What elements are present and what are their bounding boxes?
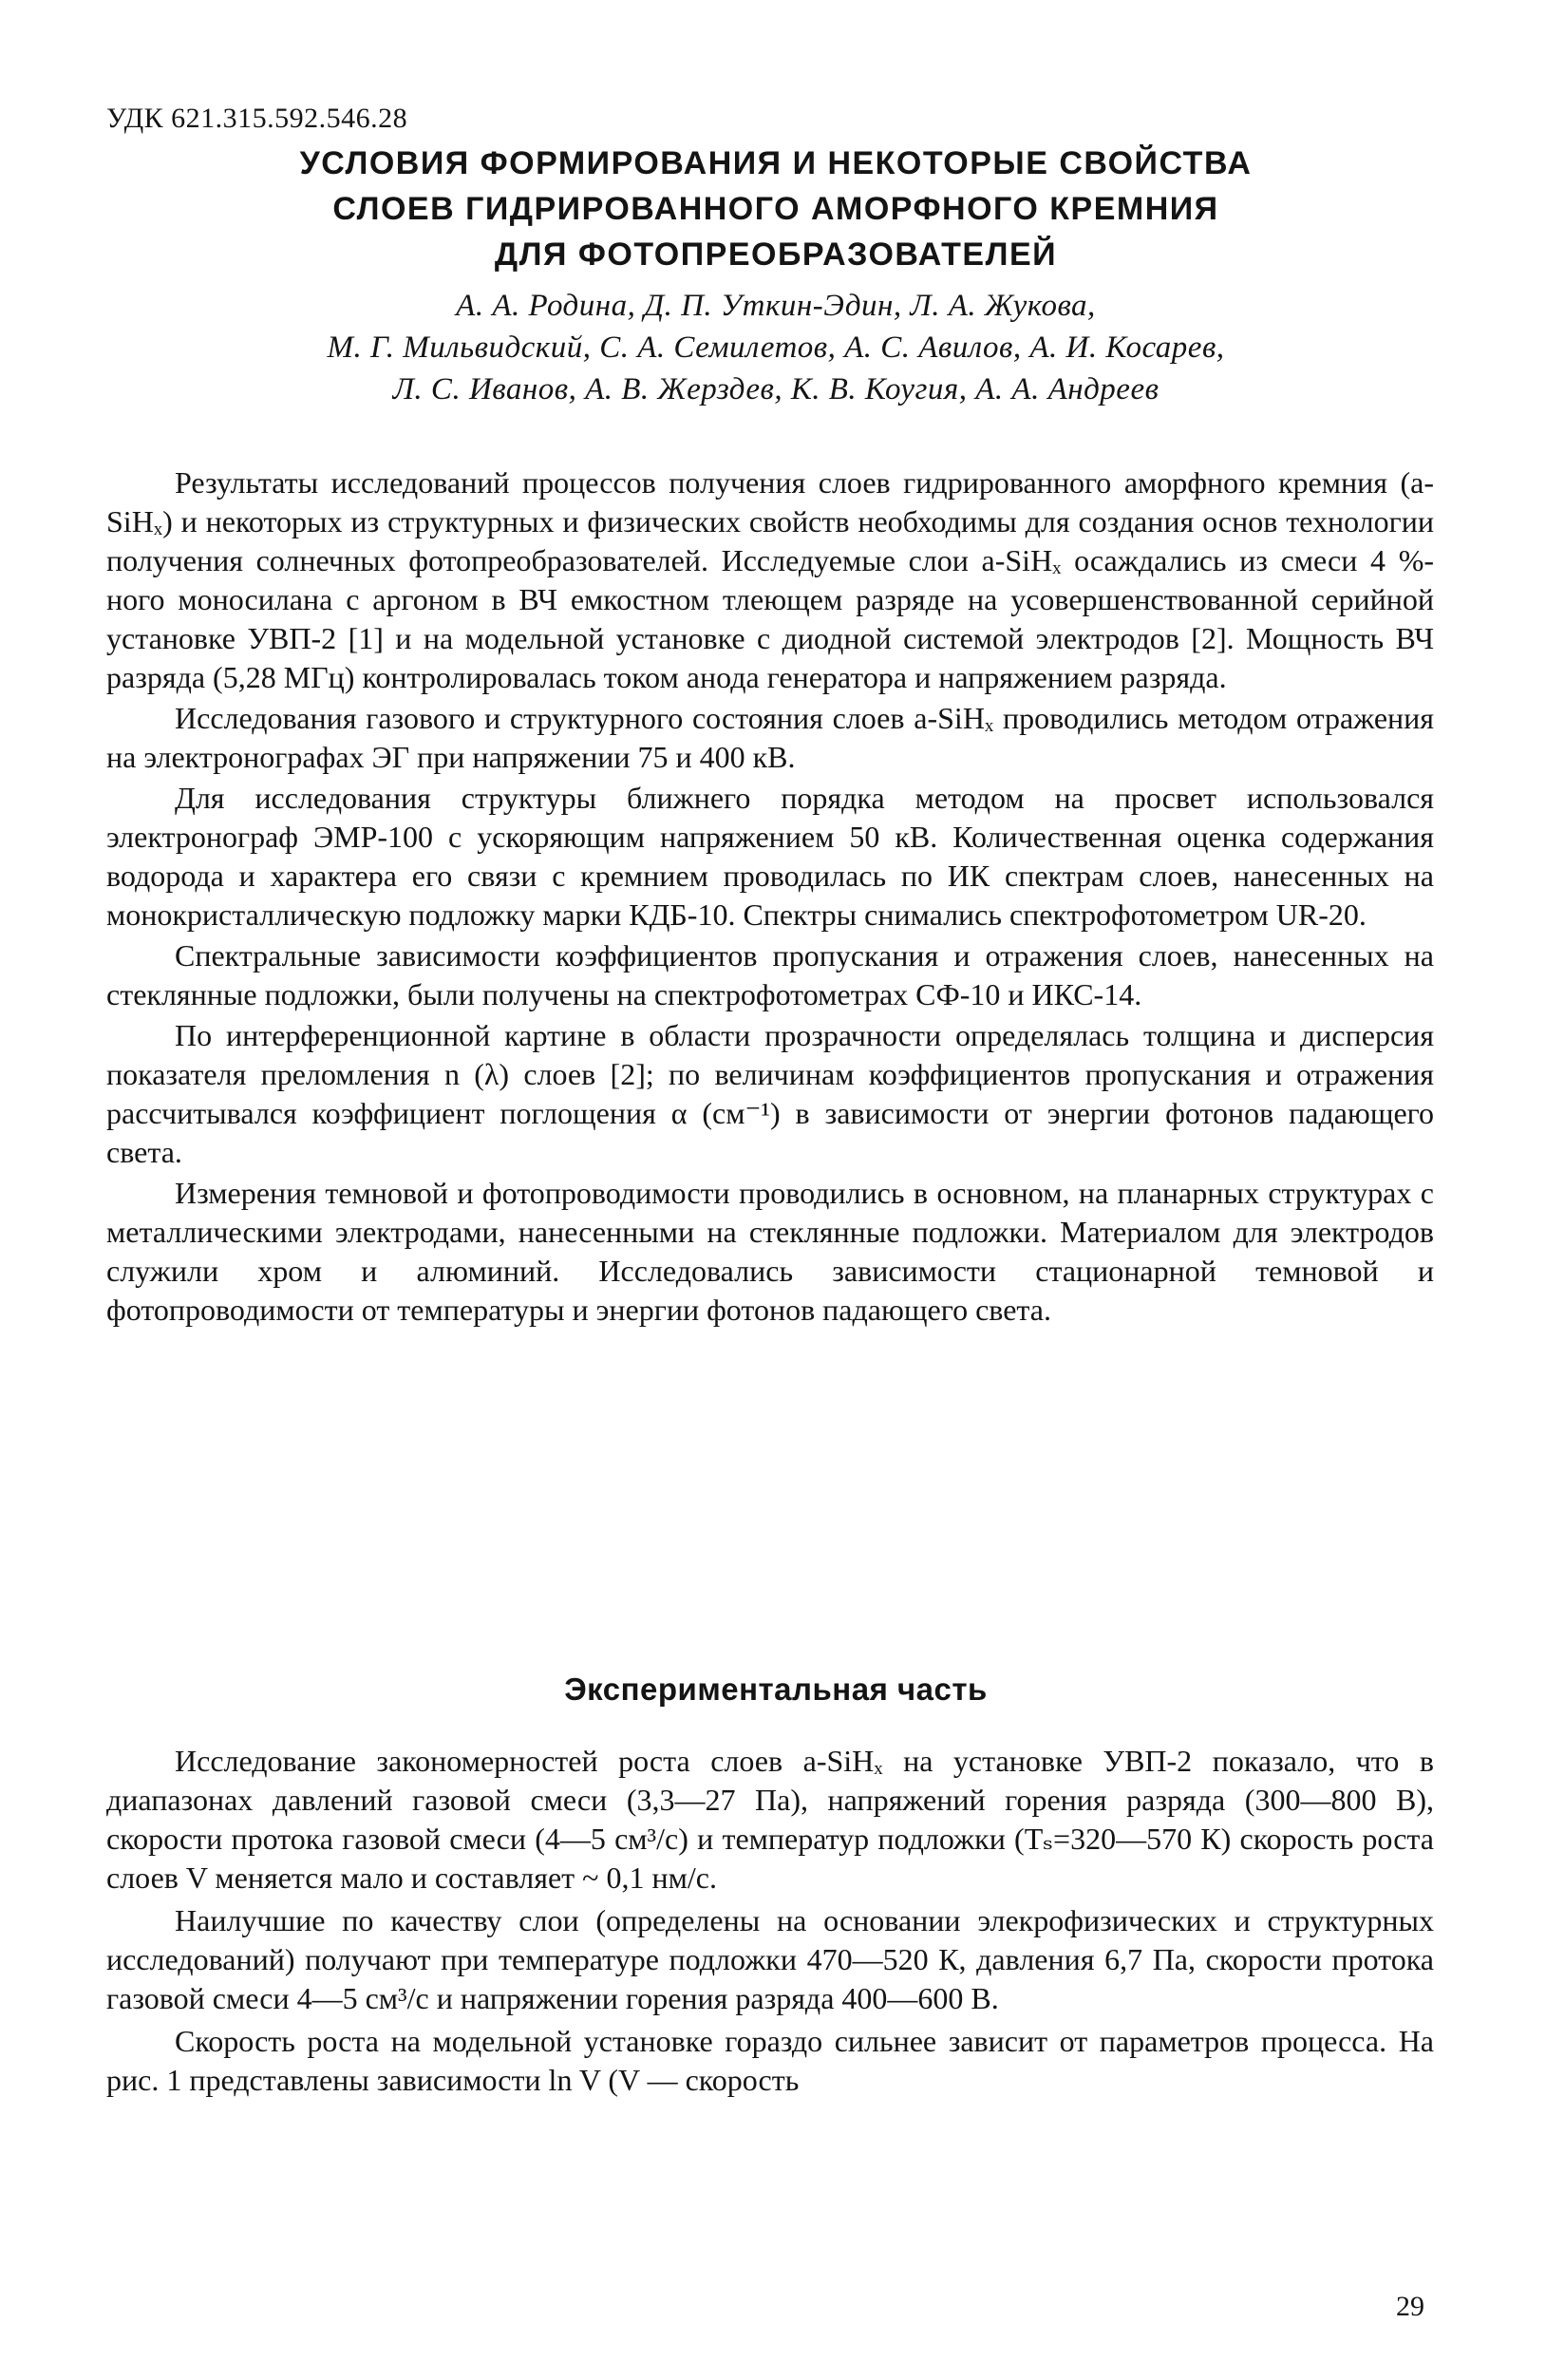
paragraph: Измерения темновой и фотопроводимости проводились в основном, на планарных структурах с металлическими электродами, нанесенными на стеклянные подложки. Материалом для электродов служили хром и алюминий. Исследовались зависимости стационарной темновой и фотопроводимости от температуры и энергии фотонов падающего света.	[106, 1176, 1434, 1327]
title-line: ДЛЯ ФОТОПРЕОБРАЗОВАТЕЛЕЙ	[494, 236, 1058, 273]
page-number: 29	[1396, 2291, 1424, 2322]
paragraph: Исследование закономерностей роста слоев a-SiHₓ на установке УВП-2 показало, что в диапазонах давлений газовой смеси (3,3—27 Па), напряжений горения разряда (300—800 В), скорости протока газовой смеси (4—5 см³/с) и температур подложки (Tₛ=320—570 К) скорость роста слоев V меняется мало и составляет ~ 0,1 нм/с.	[106, 1744, 1434, 1895]
intro-body	[106, 463, 1434, 1332]
paragraph: Результаты исследований процессов получения слоев гидрированного аморфного кремния (a-SiHₓ) и некоторых из структурных и физических свойств необходимы для создания основ технологии получения солнечных фотопреобразователей. Исследуемые слои a-SiHₓ осаждались из смеси 4 %-ного моносилана с аргоном в ВЧ емкостном тлеющем разряде на усовершенствованной серийной установке УВП-2 [1] и на модельной установке с диодной системой электродов [2]. Мощность ВЧ разряда (5,28 МГц) контролировалась током анода генератора и напряжением разряда.	[106, 465, 1434, 694]
udk-code: УДК 621.315.592.546.28	[106, 103, 408, 134]
author-line: А. А. Родина, Д. П. Уткин-Эдин, Л. А. Жукова,	[456, 289, 1096, 323]
paragraph: Исследования газового и структурного состояния слоев a-SiHₓ проводились методом отражения на электронографах ЭГ при напряжении 75 и 400 кВ.	[106, 701, 1434, 774]
paragraph: Спектральные зависимости коэффициентов пропускания и отражения слоев, нанесенных на стеклянные подложки, были получены на спектрофотометрах СФ-10 и ИКС-14.	[106, 938, 1434, 1011]
paragraph: Для исследования структуры ближнего порядка методом на просвет использовался электронограф ЭМР-100 с ускоряющим напряжением 50 кВ. Количественная оценка содержания водорода и характера его связи с кремнием проводилась по ИК спектрам слоев, нанесенных на монокристаллическую подложку марки КДБ-10. Спектры снимались спектрофотометром UR-20.	[106, 781, 1434, 932]
paragraph: Наилучшие по качеству слои (определены на основании элекрофизических и структурных исследований) получают при температуре подложки 470—520 К, давления 6,7 Па, скорости протока газовой смеси 4—5 см³/с и напряжении горения разряда 400—600 В.	[106, 1903, 1434, 2015]
paragraph: По интерференционной картине в области прозрачности определялась толщина и дисперсия показателя преломления n (λ) слоев [2]; по величинам коэффициентов пропускания и отражения рассчитывался коэффициент поглощения α (см⁻¹) в зависимости от энергии фотонов падающего света.	[106, 1018, 1434, 1169]
section-body	[106, 1742, 1434, 2104]
paragraph: Скорость роста на модельной установке гораздо сильнее зависит от параметров процесса. На рис. 1 представлены зависимости ln V (V — скорость	[106, 2024, 1434, 2097]
article-title	[106, 141, 1445, 277]
title-line: УСЛОВИЯ ФОРМИРОВАНИЯ И НЕКОТОРЫЕ СВОЙСТВА	[299, 145, 1253, 181]
author-list	[106, 285, 1445, 410]
section-heading: Экспериментальная часть	[564, 1672, 988, 1707]
author-line: М. Г. Мильвидский, С. А. Семилетов, А. С. Авилов, А. И. Косарев,	[327, 331, 1225, 365]
author-line: Л. С. Иванов, А. В. Жерздев, К. В. Коугия, А. А. Андреев	[392, 372, 1160, 406]
title-line: СЛОЕВ ГИДРИРОВАННОГО АМОРФНОГО КРЕМНИЯ	[332, 191, 1219, 227]
